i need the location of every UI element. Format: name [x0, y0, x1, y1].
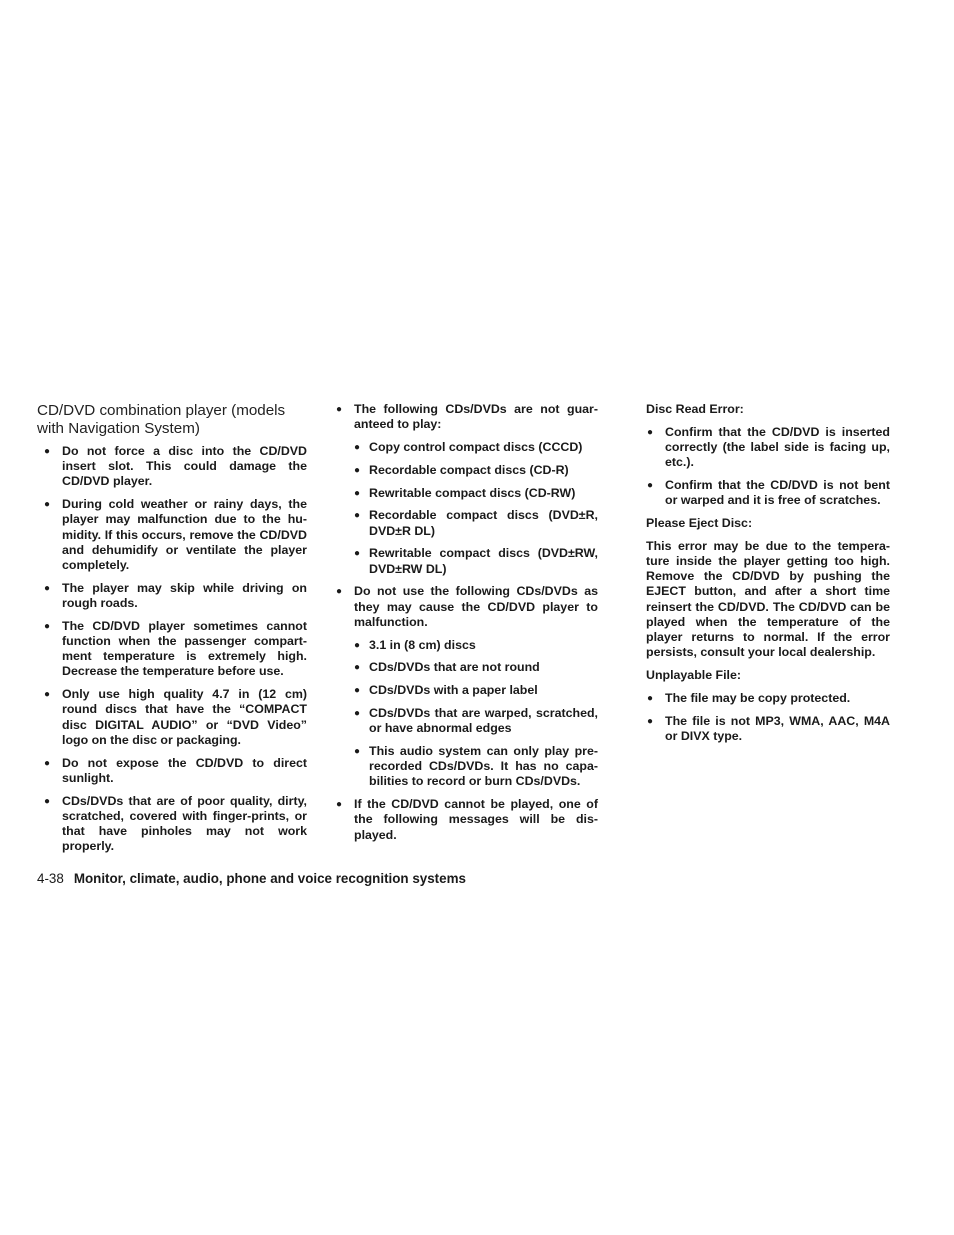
bullet-icon: ● [354, 639, 361, 651]
bullet-icon: ● [354, 745, 361, 757]
list-item: ● The file is not MP3, WMA, AAC, M4A or DIVX type. [647, 713, 890, 743]
column-1 [37, 402, 307, 862]
bullet-icon: ● [354, 442, 361, 453]
list-item: ● If the CD/DVD cannot be played, one of the following messages will be dis-played. [336, 797, 598, 842]
please-eject-heading: Please Eject Disc: [646, 516, 753, 530]
list-item: ● The CD/DVD player sometimes cannot function when the passenger compart-ment temperature is extremely high. Decrease the temperature before use. [44, 618, 307, 679]
do-not-use-list [354, 638, 598, 790]
sub-list-item: ● Recordable compact discs (CD-R) [354, 462, 569, 477]
bullet-icon: ● [647, 480, 654, 491]
bullet-icon: ● [354, 662, 361, 674]
column-3 [646, 402, 890, 752]
bullet-icon: ● [647, 692, 654, 704]
bullet-icon: ● [354, 510, 361, 522]
sub-list-item: ● Copy control compact discs (CCCD) [354, 440, 583, 454]
bullet-icon: ● [44, 582, 51, 594]
list-item: ● The following CDs/DVDs are not guar-anteed to play: ● Copy control compact discs (CCCD) ● Recordable compact discs (CD-R) ● Rewritable compact discs (CD-RW) ● Recordable compact discs (DVD±R, DVD±R DL) ● Rewritable compact discs (DVD±RW, DVD±RW DL) [336, 402, 598, 576]
list-item: ● CDs/DVDs that are of poor quality, dirty, scratched, covered with finger-prints, or that have pinholes may not work properly. [44, 793, 307, 854]
page-number: 4-38 [37, 871, 64, 886]
bullet-icon: ● [354, 707, 361, 719]
list-item: ● Confirm that the CD/DVD is not bent or warped and it is free of scratches. [647, 478, 890, 508]
bullet-icon: ● [44, 620, 51, 632]
list-item: ● Do not force a disc into the CD/DVD insert slot. This could damage the CD/DVD player. [44, 444, 307, 489]
bullet-icon: ● [336, 404, 343, 415]
bullet-icon: ● [647, 426, 654, 438]
bullet-icon: ● [44, 499, 51, 511]
disc-compatibility-list [335, 402, 598, 843]
list-item: ● During cold weather or rainy days, the player may malfunction due to the hu-midity. If this occurs, remove the CD/DVD and dehumidify or ventilate the player completely. [44, 497, 307, 573]
list-item: ● Only use high quality 4.7 in (12 cm) round discs that have the “COMPACT disc DIGITAL AUDIO” or “DVD Video” logo on the disc or packaging. [44, 687, 307, 747]
unplayable-file-list [646, 691, 890, 744]
bullet-icon: ● [354, 548, 361, 560]
bullet-icon: ● [44, 795, 51, 807]
list-item: ● Do not use the following CDs/DVDs as they may cause the CD/DVD player to malfunction. ● 3.1 in (8 cm) discs ● CDs/DVDs that are not round ● CDs/DVDs with a paper label ● CDs/DVDs that are warped, scratched, or have abnormal edges ● This audio system can only play pre-recorded CDs/DVDs. It has no capa-bilities to record or burn CDs/DVDs. [336, 584, 598, 789]
please-eject-text: This error may be due to the tempera-ture inside the player getting too high. Remove the CD/DVD by pushing the EJECT button, and after a short time reinsert the CD/DVD. The CD/DVD can be played when the temperature of the player returns to normal. If the error persists, consult your local dealership. [646, 538, 890, 660]
bullet-icon: ● [354, 685, 361, 697]
sub-list-item: ● Rewritable compact discs (DVD±RW, DVD±RW DL) [354, 546, 598, 576]
bullet-icon: ● [336, 799, 343, 811]
bullet-icon: ● [354, 487, 361, 499]
bullet-icon: ● [336, 586, 343, 598]
sub-list-item: ● Rewritable compact discs (CD-RW) [354, 485, 576, 500]
sub-list-item: ● CDs/DVDs that are warped, scratched, or have abnormal edges [354, 705, 598, 736]
bullet-icon: ● [44, 689, 51, 701]
column-2 [335, 402, 598, 850]
not-guaranteed-list [354, 440, 598, 577]
sub-list-item: ● 3.1 in (8 cm) discs [354, 637, 476, 652]
sub-list-item: ● CDs/DVDs with a paper label [354, 683, 538, 698]
sub-list-item: ● Recordable compact discs (DVD±R, DVD±R DL) [354, 508, 598, 538]
unplayable-file-heading: Unplayable File: [646, 668, 742, 683]
bullet-icon: ● [44, 446, 51, 457]
list-item: ● The player may skip while driving on rough roads. [44, 580, 307, 611]
bullet-icon: ● [44, 757, 51, 769]
disc-read-error-list [646, 425, 890, 509]
disc-read-error-heading: Disc Read Error: [646, 402, 744, 416]
sub-list-item: ● This audio system can only play pre-recorded CDs/DVDs. It has no capa-bilities to record or burn CDs/DVDs. [354, 743, 598, 789]
sub-list-item: ● CDs/DVDs that are not round [354, 660, 540, 675]
bullet-icon: ● [354, 464, 361, 476]
list-item: ● Confirm that the CD/DVD is inserted correctly (the label side is facing up, etc.). [647, 424, 890, 470]
list-item: ● The file may be copy protected. [647, 690, 851, 705]
section-title: CD/DVD combination player (models with Navigation System) [37, 402, 286, 437]
list-item: ● Do not expose the CD/DVD to direct sunlight. [44, 755, 307, 785]
precautions-list [37, 444, 307, 854]
footer-section-title: Monitor, climate, audio, phone and voice recognition systems [73, 871, 466, 886]
page-footer [37, 871, 466, 887]
bullet-icon: ● [647, 715, 654, 727]
